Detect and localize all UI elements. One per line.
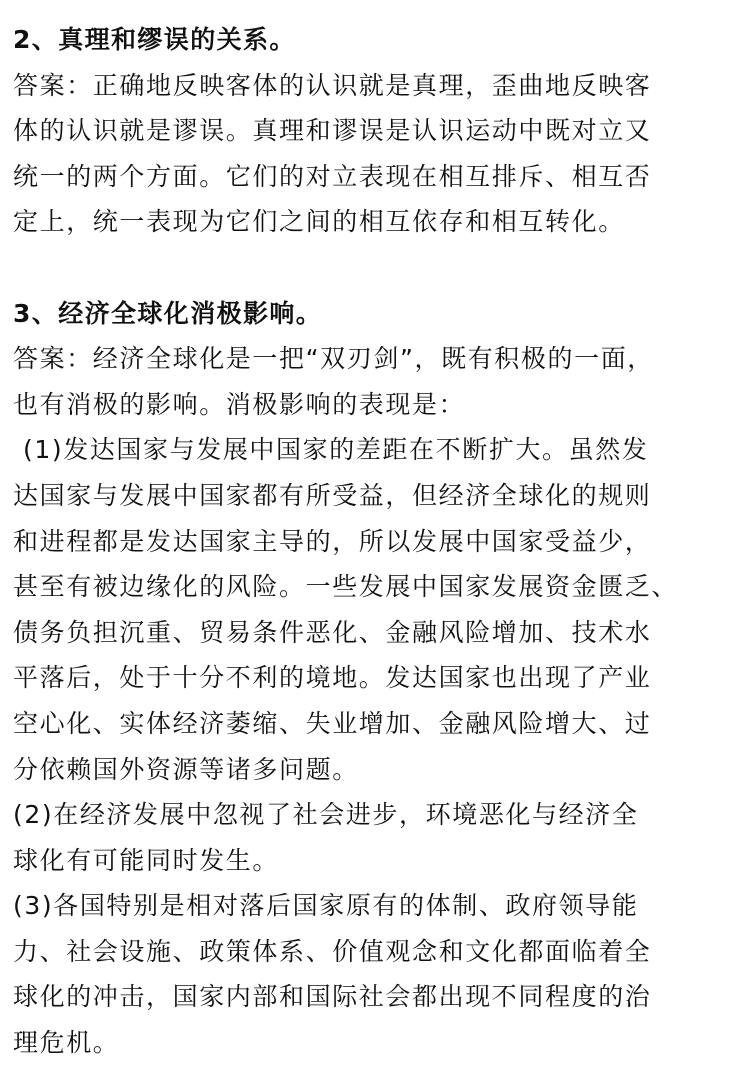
section-2-answer-line: 答案：正确地反映客体的认识就是真理，歪曲地反映客	[13, 70, 652, 100]
point-3-line: 力、社会设施、政策体系、价值观念和文化都面临着全	[13, 936, 652, 966]
point-1-line: 平落后，处于十分不利的境地。发达国家也出现了产业	[13, 663, 652, 693]
point-3-line: (3)各国特别是相对落后国家原有的体制、政府领导能	[13, 891, 639, 921]
section-2-answer-line: 统一的两个方面。它们的对立表现在相互排斥、相互否	[13, 161, 652, 191]
point-3-line: 理危机。	[13, 1028, 120, 1058]
section-3-intro-line: 也有消极的影响。消极影响的表现是：	[13, 389, 466, 419]
point-1-line: 甚至有被边缘化的风险。一些发展中国家发展资金匮乏、	[13, 572, 679, 602]
point-1-line: (1)发达国家与发展中国家的差距在不断扩大。虽然发	[23, 435, 649, 465]
document-body	[13, 17, 743, 1066]
point-1-line: 空心化、实体经济萎缩、失业增加、金融风险增大、过	[13, 708, 652, 738]
point-1-line: 达国家与发展中国家都有所受益，但经济全球化的规则	[13, 480, 652, 510]
section-3-intro-line: 答案：经济全球化是一把“双刃剑”，既有积极的一面，	[13, 344, 654, 374]
section-3-title: 3、经济全球化消极影响。	[13, 298, 323, 328]
section-spacer	[13, 245, 743, 291]
point-3-line: 球化的冲击，国家内部和国际社会都出现不同程度的治	[13, 982, 652, 1012]
point-1-line: 分依赖国外资源等诸多问题。	[13, 754, 359, 784]
point-2-line: (2)在经济发展中忽视了社会进步，环境恶化与经济全	[13, 800, 639, 830]
point-2-line: 球化有可能同时发生。	[13, 845, 280, 875]
point-1-line: 债务负担沉重、贸易条件恶化、金融风险增加、技术水	[13, 617, 652, 647]
section-2-title: 2、真理和缪误的关系。	[13, 25, 296, 54]
section-2-answer-line: 定上，统一表现为它们之间的相互依存和相互转化。	[13, 207, 625, 237]
section-2-answer-line: 体的认识就是谬误。真理和谬误是认识运动中既对立又	[13, 116, 652, 146]
point-1-line: 和进程都是发达国家主导的，所以发展中国家受益少，	[13, 526, 652, 556]
